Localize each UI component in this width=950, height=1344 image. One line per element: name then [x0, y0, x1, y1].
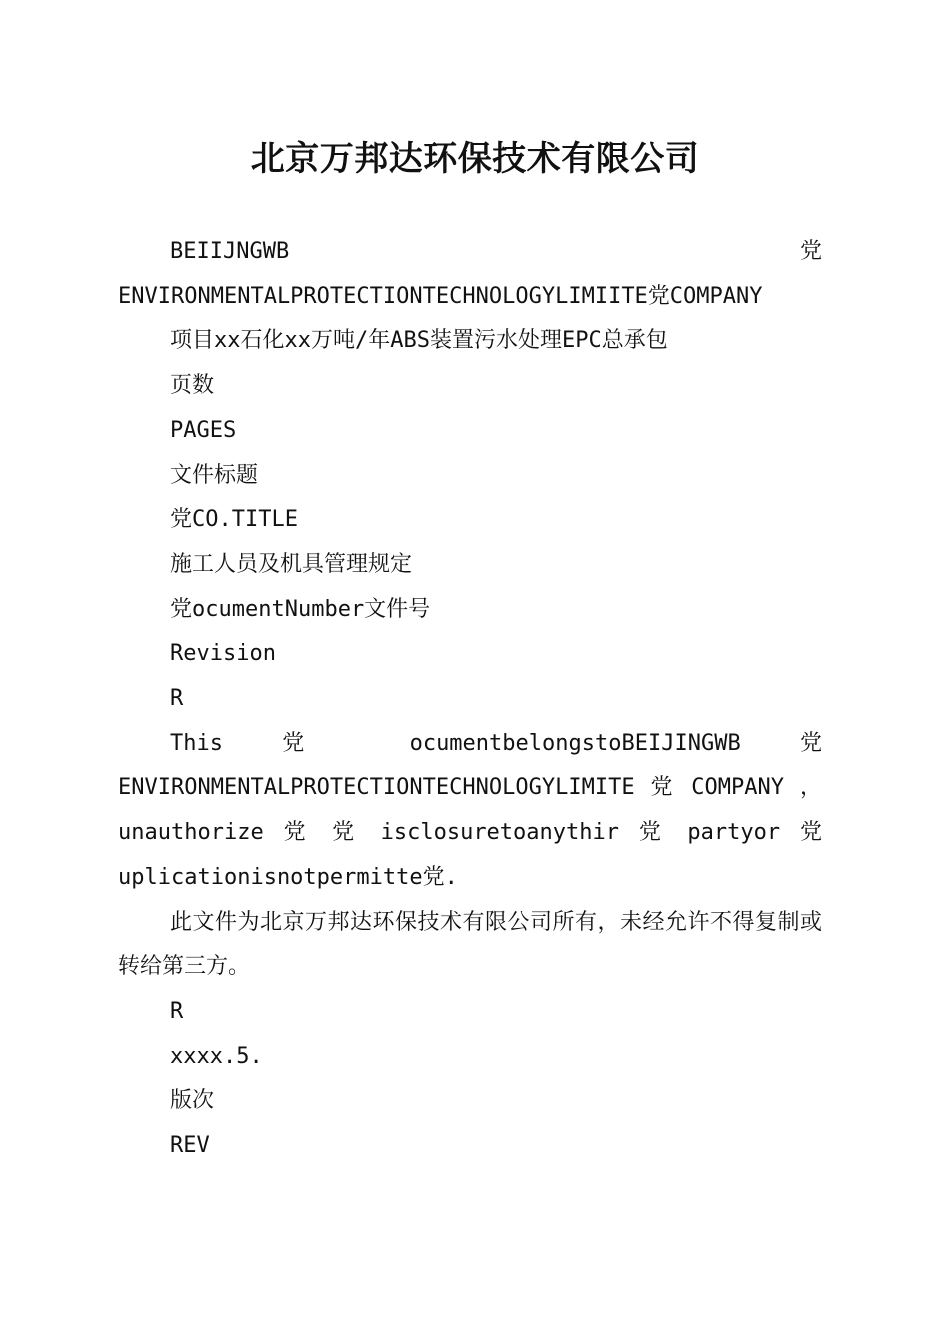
version-label-cn: 版次	[170, 1088, 215, 1114]
ownership-statement-cn: 此文件为北京万邦达环保技术有限公司所有，未经允许不得复制或转给第三方。	[118, 909, 822, 980]
date-value: xxxx.5.	[170, 1043, 263, 1069]
doc-title-label-cn: 文件标题	[170, 462, 259, 488]
pages-label-cn: 页数	[170, 373, 215, 399]
doc-title-label-en: 党CO.TITLE	[170, 507, 298, 533]
document-body	[118, 230, 822, 1169]
version-label-en: REV	[170, 1133, 210, 1159]
company-en-line1: BEIIJNGWB 党	[170, 239, 822, 264]
pages-label-en: PAGES	[170, 417, 237, 443]
rev-mark: R	[170, 998, 184, 1024]
revision-label: Revision	[170, 641, 276, 667]
revision-value: R	[170, 686, 184, 712]
page-title: 北京万邦达环保技术有限公司	[250, 139, 700, 179]
ownership-statement-en: This 党 ocumentbelongstoBEIJINGWB 党 ENVIRONMENTALPROTECTIONTECHNOLOGYLIMITE 党 COMPANY ， unauthorize 党 党 isclosuretoanythir 党 partyor 党 uplicationisnotpermitte党.	[118, 730, 822, 890]
project-line: 项目xx石化xx万吨/年ABS装置污水处理EPC总承包	[170, 328, 668, 354]
doc-title-value: 施工人员及机具管理规定	[170, 551, 413, 577]
doc-number-label: 党ocumentNumber文件号	[170, 596, 431, 622]
company-en-line2: ENVIRONMENTALPROTECTIONTECHNOLOGYLIMIITE党COMPANY	[118, 283, 763, 309]
